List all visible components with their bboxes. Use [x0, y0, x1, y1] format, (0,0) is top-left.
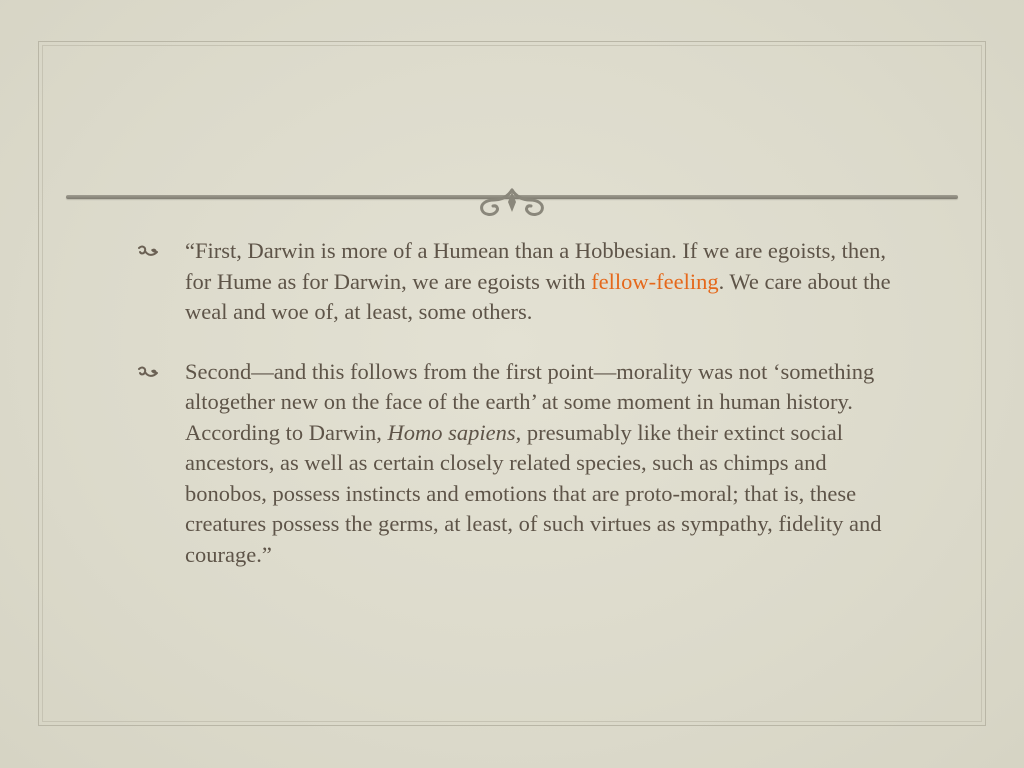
bullet-2-italic: Homo sapiens	[387, 419, 516, 445]
bullet-2-text-after: , presumably like their extinct social ancestors, as well as certain closely related species, such as chimps and bonobos, possess instincts and emotions that are proto-moral; that is, these creatures possess the germs, at least, of such virtues as sympathy, fidelity and courage.”	[185, 419, 882, 567]
fleuron-bullet-icon	[136, 244, 160, 260]
bullet-item-1	[132, 236, 902, 328]
bullet-1-text-before: “First, Darwin is more of a Humean than a Hobbesian. If we are egoists, then, for Hume as for Darwin, we are egoists with	[185, 238, 887, 294]
bullet-2-text-before: Second—and this follows from the first point—morality was not ‘something altogether new on the face of the earth’ at some moment in human history. According to Darwin,	[185, 358, 875, 445]
bullet-1-text-after: . We care about the weal and woe of, at least, some others.	[185, 268, 891, 324]
fleuron-bullet-icon	[136, 365, 160, 381]
bullet-item-2	[132, 357, 902, 571]
bullet-1-highlight: fellow-feeling	[591, 268, 719, 294]
ornament-flourish-icon	[472, 186, 552, 220]
bullet-list	[132, 236, 902, 599]
